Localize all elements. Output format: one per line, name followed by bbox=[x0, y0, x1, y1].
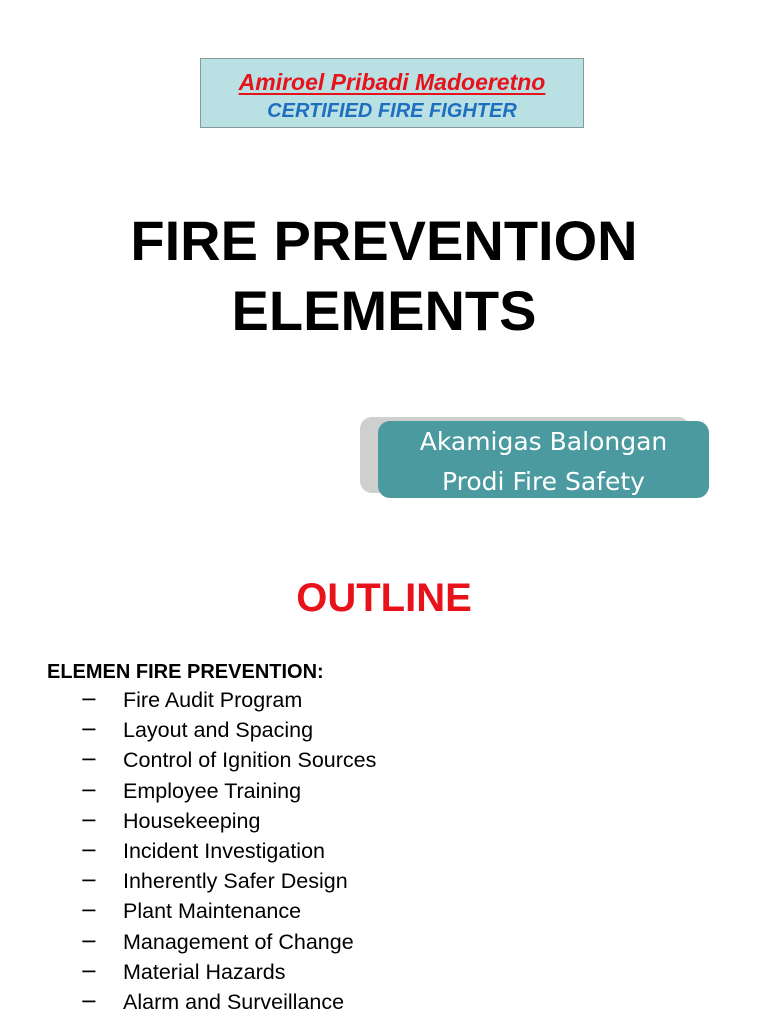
author-name: Amiroel Pribadi Madoeretno bbox=[238, 69, 546, 95]
list-item-label: Layout and Spacing bbox=[123, 718, 314, 743]
list-item bbox=[0, 807, 768, 837]
document-title-line-2: ELEMENTS bbox=[231, 279, 537, 342]
dash-bullet-icon: − bbox=[80, 988, 98, 1013]
outline-list bbox=[0, 686, 768, 1018]
author-role: CERTIFIED FIRE FIGHTER bbox=[267, 100, 517, 122]
list-item-label: Material Hazards bbox=[123, 959, 286, 984]
author-box bbox=[200, 58, 584, 128]
list-item-label: Control of Ignition Sources bbox=[123, 748, 377, 773]
list-item-label: Employee Training bbox=[123, 778, 302, 803]
list-item bbox=[0, 716, 768, 746]
dash-bullet-icon: − bbox=[80, 868, 98, 893]
institution-program: Prodi Fire Safety bbox=[442, 467, 645, 496]
dash-bullet-icon: − bbox=[80, 837, 98, 862]
list-item bbox=[0, 686, 768, 716]
dash-bullet-icon: − bbox=[80, 958, 98, 983]
dash-bullet-icon: − bbox=[80, 747, 98, 772]
list-item bbox=[0, 928, 768, 958]
list-item-label: Fire Audit Program bbox=[123, 688, 303, 712]
list-item bbox=[0, 897, 768, 927]
dash-bullet-icon: − bbox=[80, 687, 98, 711]
list-item bbox=[0, 958, 768, 988]
dash-bullet-icon: − bbox=[80, 898, 98, 923]
institution-name: Akamigas Balongan bbox=[419, 427, 668, 456]
list-item bbox=[0, 988, 768, 1018]
list-heading: ELEMEN FIRE PREVENTION: bbox=[47, 661, 324, 683]
list-item bbox=[0, 867, 768, 897]
list-item-label: Alarm and Surveillance bbox=[123, 989, 345, 1014]
dash-bullet-icon: − bbox=[80, 777, 98, 802]
list-item-label: Incident Investigation bbox=[123, 838, 325, 863]
dash-bullet-icon: − bbox=[80, 717, 98, 742]
list-item-label: Inherently Safer Design bbox=[123, 869, 348, 894]
list-item bbox=[0, 837, 768, 867]
list-item-label: Management of Change bbox=[123, 929, 354, 954]
dash-bullet-icon: − bbox=[80, 807, 98, 832]
list-item-label: Housekeeping bbox=[123, 808, 261, 833]
list-item bbox=[0, 777, 768, 807]
list-item-label: Plant Maintenance bbox=[123, 899, 302, 924]
outline-heading: OUTLINE bbox=[296, 576, 472, 620]
list-item bbox=[0, 746, 768, 776]
institution-badge bbox=[378, 421, 709, 498]
dash-bullet-icon: − bbox=[80, 928, 98, 953]
document-title-line-1: FIRE PREVENTION bbox=[130, 209, 638, 272]
